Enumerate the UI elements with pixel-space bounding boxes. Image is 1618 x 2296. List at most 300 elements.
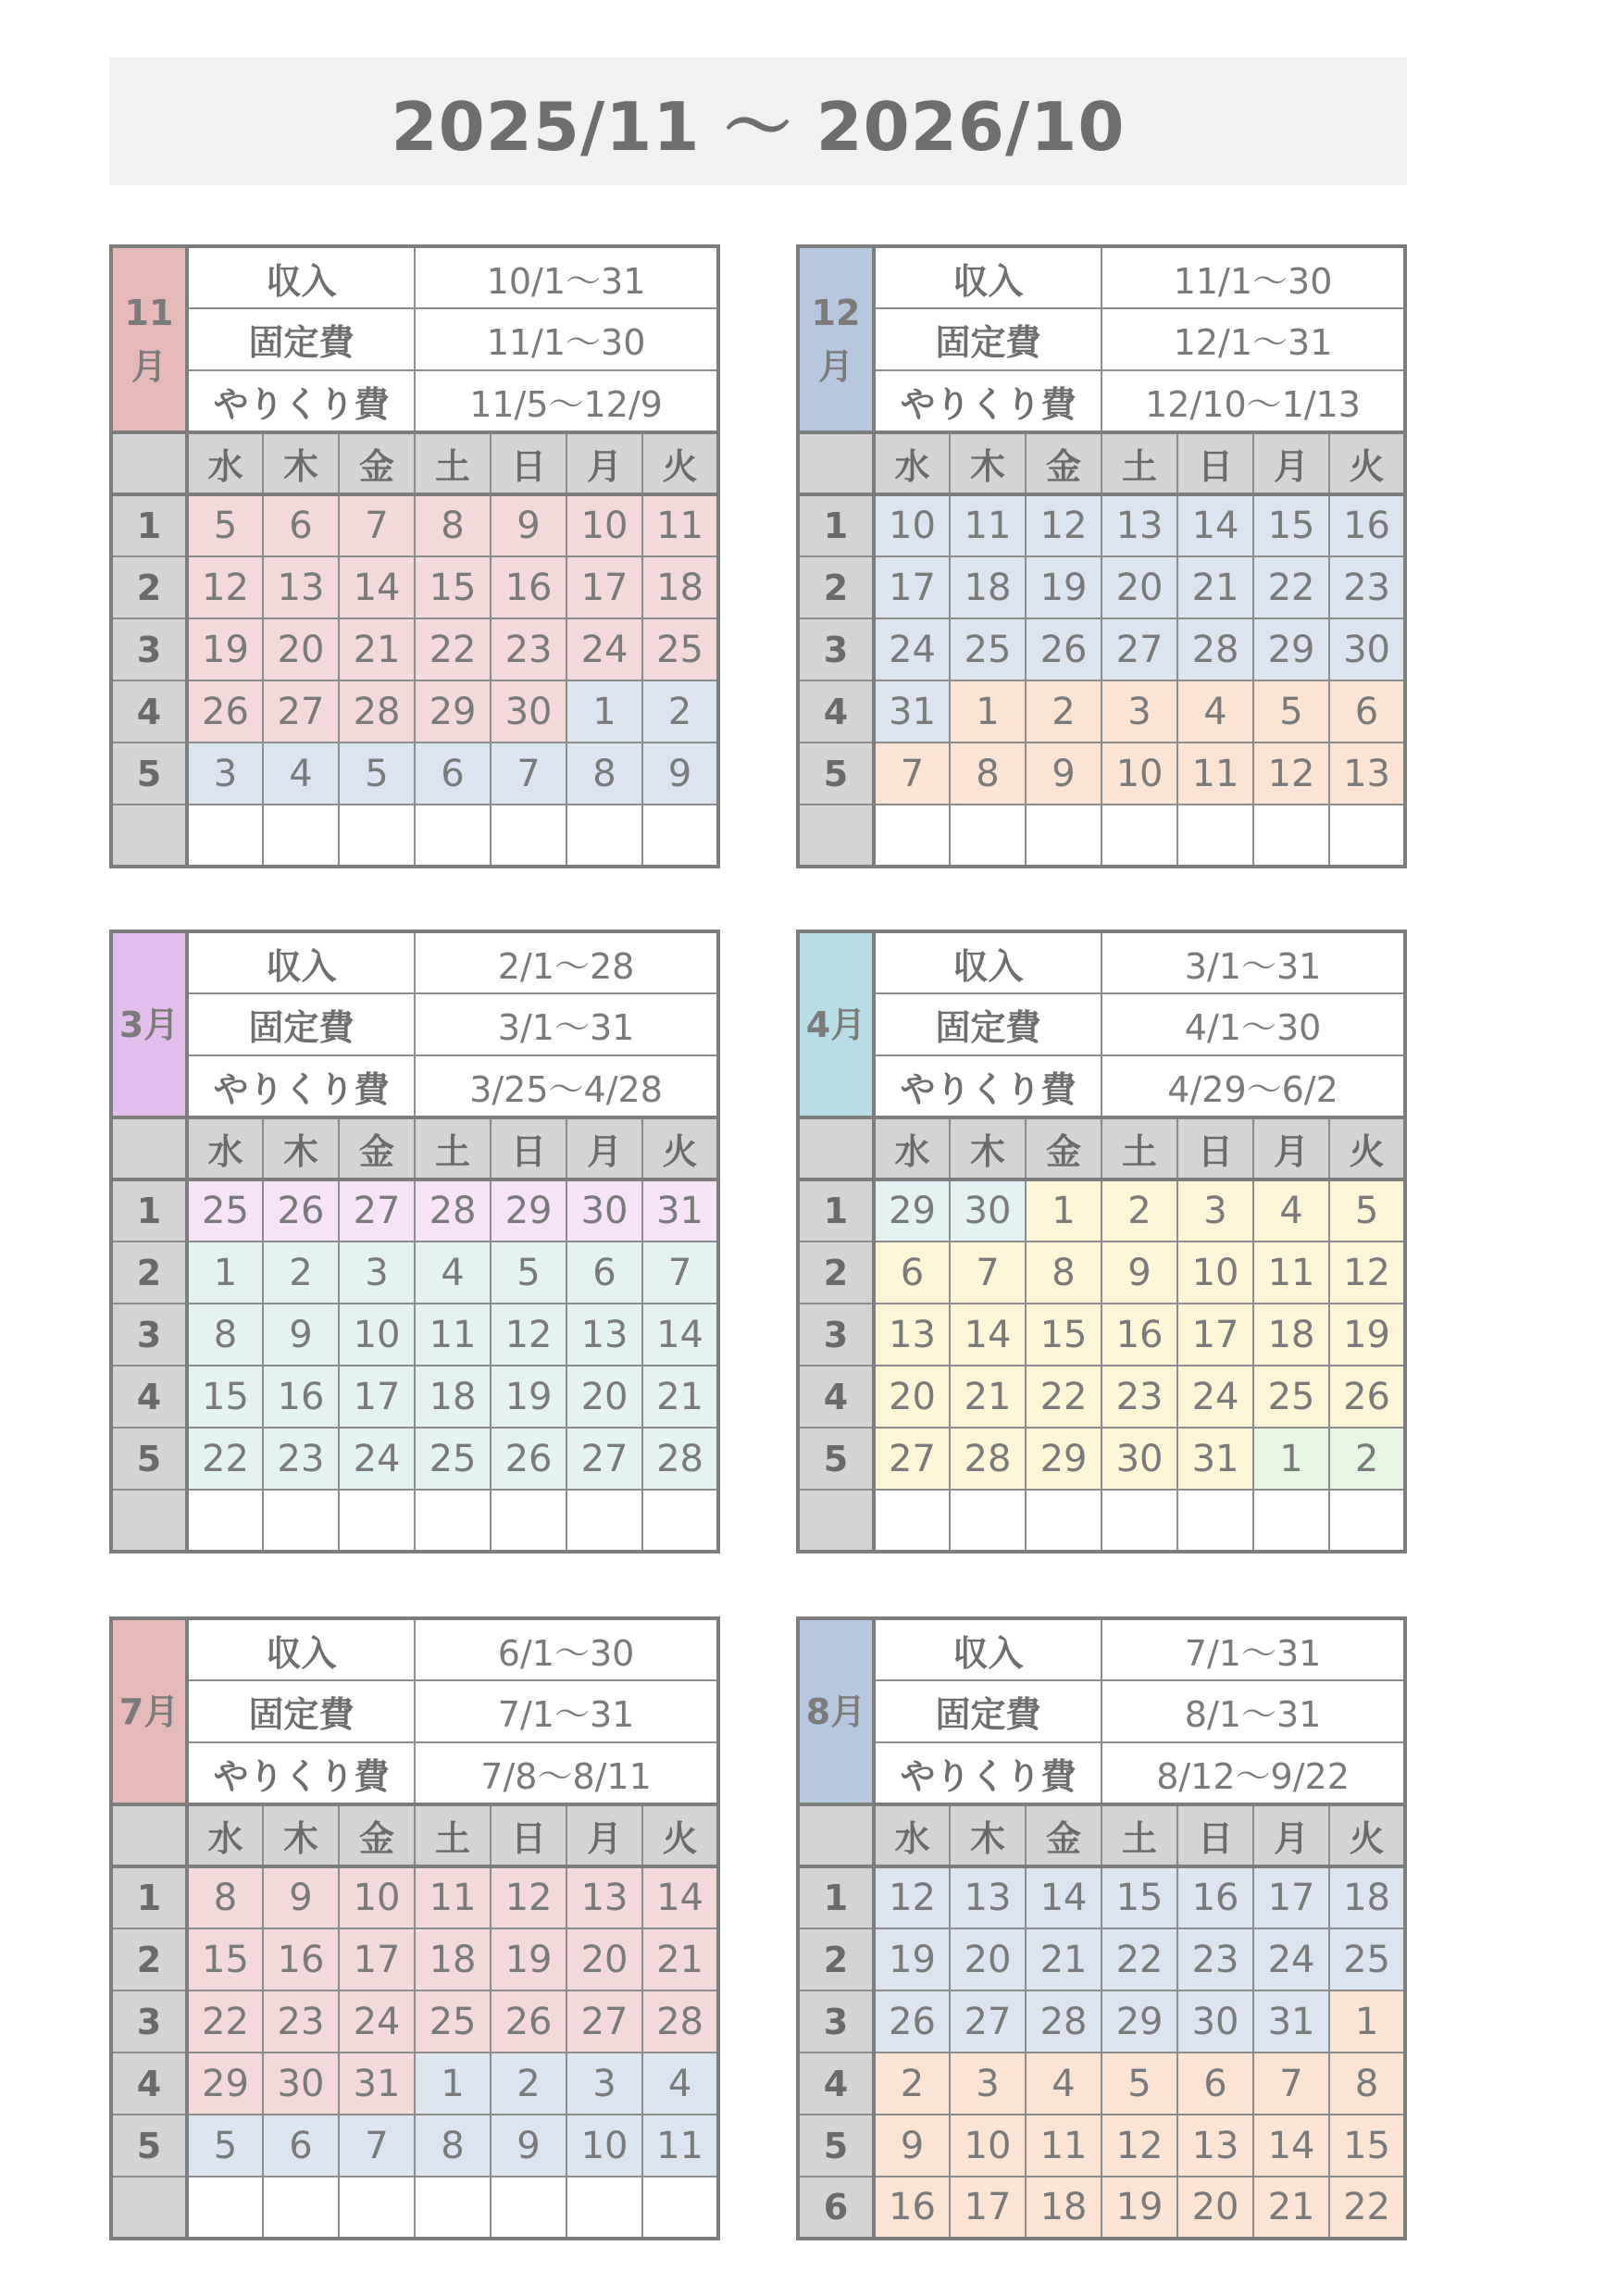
weekday-header: 日 [491,432,566,494]
day-cell: 14 [642,1304,718,1366]
header-corner [111,1117,187,1179]
fixed-label: 固定費 [187,993,415,1055]
day-cell [339,805,415,867]
page-title: 2025/11 ～ 2026/10 [109,57,1407,185]
weekday-header: 火 [642,1804,718,1866]
day-cell: 24 [339,1428,415,1490]
weekday-header: 水 [187,1804,263,1866]
day-cell: 16 [874,2177,950,2239]
day-cell [263,1490,339,1552]
calendar-table [796,244,1407,868]
fixed-period: 7/1～31 [415,1680,718,1742]
weekday-header: 土 [415,432,491,494]
day-cell: 30 [950,1179,1026,1242]
day-cell: 16 [263,1366,339,1428]
income-period: 7/1～31 [1101,1618,1405,1680]
day-cell: 12 [491,1304,566,1366]
day-cell: 1 [1253,1428,1329,1490]
day-cell: 10 [566,2115,642,2177]
day-cell: 5 [1329,1179,1405,1242]
day-cell: 22 [187,1428,263,1490]
day-cell: 8 [415,2115,491,2177]
day-cell: 20 [874,1366,950,1428]
weekday-header: 月 [1253,432,1329,494]
day-cell: 25 [1253,1366,1329,1428]
week-number [111,1490,187,1552]
day-cell: 26 [874,1990,950,2053]
day-cell: 29 [187,2053,263,2115]
day-cell: 28 [950,1428,1026,1490]
weekday-header: 木 [263,1117,339,1179]
day-cell: 1 [187,1242,263,1304]
day-cell: 5 [187,494,263,556]
day-cell: 19 [491,1366,566,1428]
fixed-period: 11/1～30 [415,308,718,370]
day-cell: 2 [1329,1428,1405,1490]
day-cell: 3 [566,2053,642,2115]
weekday-header: 日 [1177,432,1253,494]
week-number: 3 [111,618,187,680]
day-cell: 8 [187,1304,263,1366]
day-cell: 19 [1026,556,1101,618]
day-cell: 6 [874,1242,950,1304]
day-cell: 30 [1329,618,1405,680]
day-cell: 20 [1177,2177,1253,2239]
day-cell: 7 [642,1242,718,1304]
day-cell: 16 [1177,1866,1253,1928]
day-cell: 28 [642,1990,718,2053]
day-cell: 2 [874,2053,950,2115]
day-cell: 26 [1329,1366,1405,1428]
weekday-header: 水 [874,1117,950,1179]
day-cell: 13 [950,1866,1026,1928]
week-number: 5 [111,1428,187,1490]
day-cell: 18 [1253,1304,1329,1366]
day-cell: 2 [1101,1179,1177,1242]
day-cell: 8 [566,742,642,805]
day-cell: 19 [1329,1304,1405,1366]
day-cell: 6 [566,1242,642,1304]
day-cell: 6 [263,2115,339,2177]
weekday-header: 月 [566,1804,642,1866]
day-cell: 18 [1329,1866,1405,1928]
day-cell [339,2177,415,2239]
weekday-header: 火 [1329,432,1405,494]
week-number: 5 [111,742,187,805]
day-cell: 29 [1101,1990,1177,2053]
day-cell: 11 [642,494,718,556]
day-cell: 21 [1177,556,1253,618]
week-number: 2 [798,1928,874,1990]
day-cell: 4 [1253,1179,1329,1242]
weekday-header: 金 [1026,432,1101,494]
day-cell: 2 [642,680,718,742]
weekday-header: 金 [339,1804,415,1866]
day-cell [874,1490,950,1552]
day-cell: 22 [187,1990,263,2053]
week-number: 3 [798,1990,874,2053]
day-cell: 27 [566,1990,642,2053]
day-cell: 15 [1026,1304,1101,1366]
weekday-header: 土 [415,1804,491,1866]
weekday-header: 日 [491,1804,566,1866]
day-cell: 17 [339,1928,415,1990]
day-cell [1253,1490,1329,1552]
income-period: 6/1～30 [415,1618,718,1680]
day-cell: 8 [1026,1242,1101,1304]
day-cell: 11 [1177,742,1253,805]
day-cell: 30 [1177,1990,1253,2053]
month-label: 11月 [111,246,187,432]
header-corner [798,1117,874,1179]
income-period: 3/1～31 [1101,931,1405,993]
day-cell: 12 [1101,2115,1177,2177]
weekday-header: 月 [566,1117,642,1179]
day-cell: 14 [339,556,415,618]
day-cell: 29 [1026,1428,1101,1490]
day-cell: 13 [566,1866,642,1928]
day-cell: 21 [950,1366,1026,1428]
week-number [798,1490,874,1552]
day-cell: 23 [263,1990,339,2053]
day-cell: 10 [950,2115,1026,2177]
week-number: 2 [798,1242,874,1304]
day-cell: 3 [187,742,263,805]
day-cell: 4 [1177,680,1253,742]
day-cell: 30 [566,1179,642,1242]
day-cell: 9 [491,494,566,556]
week-number: 6 [798,2177,874,2239]
fixed-period: 3/1～31 [415,993,718,1055]
day-cell: 18 [950,556,1026,618]
weekday-header: 火 [1329,1804,1405,1866]
budget-period: 8/12～9/22 [1101,1742,1405,1804]
day-cell: 1 [1026,1179,1101,1242]
day-cell: 3 [1177,1179,1253,1242]
day-cell: 9 [1026,742,1101,805]
day-cell: 20 [1101,556,1177,618]
income-label: 収入 [874,1618,1101,1680]
weekday-header: 日 [491,1117,566,1179]
day-cell: 21 [1026,1928,1101,1990]
day-cell: 11 [415,1304,491,1366]
weekday-header: 土 [415,1117,491,1179]
day-cell: 12 [1026,494,1101,556]
week-number: 1 [798,494,874,556]
budget-label: やりくり費 [874,1055,1101,1117]
income-label: 収入 [874,931,1101,993]
day-cell: 1 [950,680,1026,742]
day-cell [642,2177,718,2239]
day-cell: 12 [1329,1242,1405,1304]
day-cell: 8 [1329,2053,1405,2115]
day-cell: 5 [339,742,415,805]
day-cell: 31 [339,2053,415,2115]
fixed-label: 固定費 [187,1680,415,1742]
day-cell: 15 [187,1928,263,1990]
income-period: 2/1～28 [415,931,718,993]
day-cell: 7 [491,742,566,805]
week-number: 5 [798,2115,874,2177]
week-number [798,805,874,867]
weekday-header: 木 [263,1804,339,1866]
day-cell: 16 [1329,494,1405,556]
day-cell: 27 [874,1428,950,1490]
day-cell: 20 [950,1928,1026,1990]
day-cell: 11 [1026,2115,1101,2177]
day-cell: 23 [491,618,566,680]
day-cell [1329,805,1405,867]
day-cell: 15 [1101,1866,1177,1928]
day-cell: 6 [1329,680,1405,742]
day-cell: 20 [566,1928,642,1990]
day-cell: 5 [187,2115,263,2177]
day-cell: 17 [950,2177,1026,2239]
day-cell: 26 [187,680,263,742]
calendar-april [796,930,1407,1554]
budget-period: 4/29～6/2 [1101,1055,1405,1117]
weekday-header: 土 [1101,1804,1177,1866]
weekday-header: 日 [1177,1804,1253,1866]
day-cell: 15 [187,1366,263,1428]
day-cell: 12 [187,556,263,618]
day-cell: 9 [874,2115,950,2177]
day-cell: 9 [491,2115,566,2177]
weekday-header: 金 [339,1117,415,1179]
day-cell: 14 [1253,2115,1329,2177]
day-cell [950,1490,1026,1552]
day-cell: 7 [339,494,415,556]
week-number: 3 [798,1304,874,1366]
day-cell: 10 [339,1304,415,1366]
day-cell: 30 [491,680,566,742]
day-cell [415,2177,491,2239]
calendar-december [796,244,1407,868]
fixed-label: 固定費 [874,993,1101,1055]
weekday-header: 火 [642,1117,718,1179]
week-number [111,2177,187,2239]
day-cell: 3 [339,1242,415,1304]
day-cell [1026,805,1101,867]
day-cell: 9 [263,1866,339,1928]
week-number: 4 [798,1366,874,1428]
budget-label: やりくり費 [187,1742,415,1804]
calendar-table [796,1616,1407,2240]
day-cell: 31 [1177,1428,1253,1490]
weekday-header: 木 [263,432,339,494]
week-number: 1 [111,494,187,556]
day-cell: 10 [1101,742,1177,805]
day-cell: 17 [874,556,950,618]
day-cell: 25 [415,1428,491,1490]
week-number: 5 [798,742,874,805]
day-cell: 23 [1177,1928,1253,1990]
day-cell: 25 [415,1990,491,2053]
day-cell: 18 [415,1928,491,1990]
day-cell: 16 [1101,1304,1177,1366]
day-cell: 30 [1101,1428,1177,1490]
day-cell: 25 [950,618,1026,680]
day-cell: 6 [263,494,339,556]
weekday-header: 月 [1253,1117,1329,1179]
week-number: 1 [111,1179,187,1242]
day-cell [1177,1490,1253,1552]
budget-period: 11/5～12/9 [415,370,718,432]
day-cell: 13 [1329,742,1405,805]
day-cell: 5 [1101,2053,1177,2115]
day-cell [263,2177,339,2239]
day-cell: 12 [874,1866,950,1928]
income-period: 10/1～31 [415,246,718,308]
day-cell: 7 [874,742,950,805]
day-cell: 21 [642,1928,718,1990]
week-number: 4 [111,680,187,742]
day-cell [415,805,491,867]
day-cell: 28 [339,680,415,742]
day-cell: 4 [1026,2053,1101,2115]
week-number: 3 [111,1990,187,2053]
day-cell: 23 [1101,1366,1177,1428]
week-number: 1 [798,1866,874,1928]
day-cell: 28 [1026,1990,1101,2053]
day-cell [263,805,339,867]
day-cell: 9 [642,742,718,805]
day-cell: 22 [1253,556,1329,618]
day-cell: 4 [642,2053,718,2115]
day-cell: 30 [263,2053,339,2115]
day-cell: 15 [1253,494,1329,556]
income-label: 収入 [874,246,1101,308]
day-cell: 23 [1329,556,1405,618]
day-cell: 6 [415,742,491,805]
month-label: 7月 [111,1618,187,1804]
income-period: 11/1～30 [1101,246,1405,308]
week-number: 4 [798,2053,874,2115]
day-cell: 13 [263,556,339,618]
day-cell: 25 [642,618,718,680]
week-number: 2 [111,556,187,618]
week-number: 5 [798,1428,874,1490]
calendar-table [796,930,1407,1554]
day-cell [1329,1490,1405,1552]
day-cell: 4 [415,1242,491,1304]
day-cell: 14 [1177,494,1253,556]
day-cell: 27 [1101,618,1177,680]
week-number: 3 [111,1304,187,1366]
income-label: 収入 [187,1618,415,1680]
day-cell: 24 [1253,1928,1329,1990]
weekday-header: 火 [642,432,718,494]
day-cell: 27 [950,1990,1026,2053]
day-cell: 8 [415,494,491,556]
calendar-november [109,244,720,868]
day-cell: 25 [1329,1928,1405,1990]
day-cell: 11 [1253,1242,1329,1304]
day-cell: 19 [1101,2177,1177,2239]
day-cell: 17 [566,556,642,618]
day-cell: 28 [1177,618,1253,680]
day-cell: 19 [874,1928,950,1990]
day-cell: 12 [491,1866,566,1928]
day-cell: 26 [1026,618,1101,680]
calendar-july [109,1616,720,2240]
day-cell: 8 [950,742,1026,805]
week-number [111,805,187,867]
day-cell [642,1490,718,1552]
day-cell: 26 [491,1428,566,1490]
day-cell: 24 [874,618,950,680]
day-cell: 23 [263,1428,339,1490]
day-cell: 22 [1101,1928,1177,1990]
day-cell: 5 [491,1242,566,1304]
day-cell: 29 [491,1179,566,1242]
day-cell: 29 [874,1179,950,1242]
day-cell: 11 [415,1866,491,1928]
budget-label: やりくり費 [874,1742,1101,1804]
month-label: 8月 [798,1618,874,1804]
day-cell: 12 [1253,742,1329,805]
day-cell: 6 [1177,2053,1253,2115]
day-cell: 15 [1329,2115,1405,2177]
day-cell: 10 [1177,1242,1253,1304]
day-cell [1253,805,1329,867]
day-cell: 10 [566,494,642,556]
day-cell: 11 [642,2115,718,2177]
day-cell: 27 [566,1428,642,1490]
day-cell: 1 [1329,1990,1405,2053]
budget-label: やりくり費 [187,1055,415,1117]
weekday-header: 水 [874,1804,950,1866]
fixed-label: 固定費 [187,308,415,370]
day-cell: 3 [950,2053,1026,2115]
calendar-august [796,1616,1407,2240]
day-cell: 17 [339,1366,415,1428]
day-cell: 31 [874,680,950,742]
day-cell: 13 [1101,494,1177,556]
day-cell: 7 [950,1242,1026,1304]
weekday-header: 金 [339,432,415,494]
week-number: 4 [798,680,874,742]
day-cell [491,2177,566,2239]
day-cell [566,2177,642,2239]
day-cell: 3 [1101,680,1177,742]
day-cell: 21 [1253,2177,1329,2239]
weekday-header: 水 [187,1117,263,1179]
day-cell [642,805,718,867]
header-corner [111,432,187,494]
day-cell: 13 [566,1304,642,1366]
day-cell [491,1490,566,1552]
week-number: 4 [111,1366,187,1428]
day-cell: 28 [415,1179,491,1242]
day-cell: 17 [1253,1866,1329,1928]
weekday-header: 水 [187,432,263,494]
day-cell: 9 [1101,1242,1177,1304]
weekday-header: 金 [1026,1117,1101,1179]
weekday-header: 土 [1101,1117,1177,1179]
day-cell [950,805,1026,867]
day-cell: 24 [566,618,642,680]
weekday-header: 水 [874,432,950,494]
income-label: 収入 [187,931,415,993]
weekday-header: 火 [1329,1117,1405,1179]
day-cell: 2 [263,1242,339,1304]
day-cell [566,805,642,867]
week-number: 5 [111,2115,187,2177]
day-cell [1101,1490,1177,1552]
day-cell: 21 [642,1366,718,1428]
day-cell [187,805,263,867]
